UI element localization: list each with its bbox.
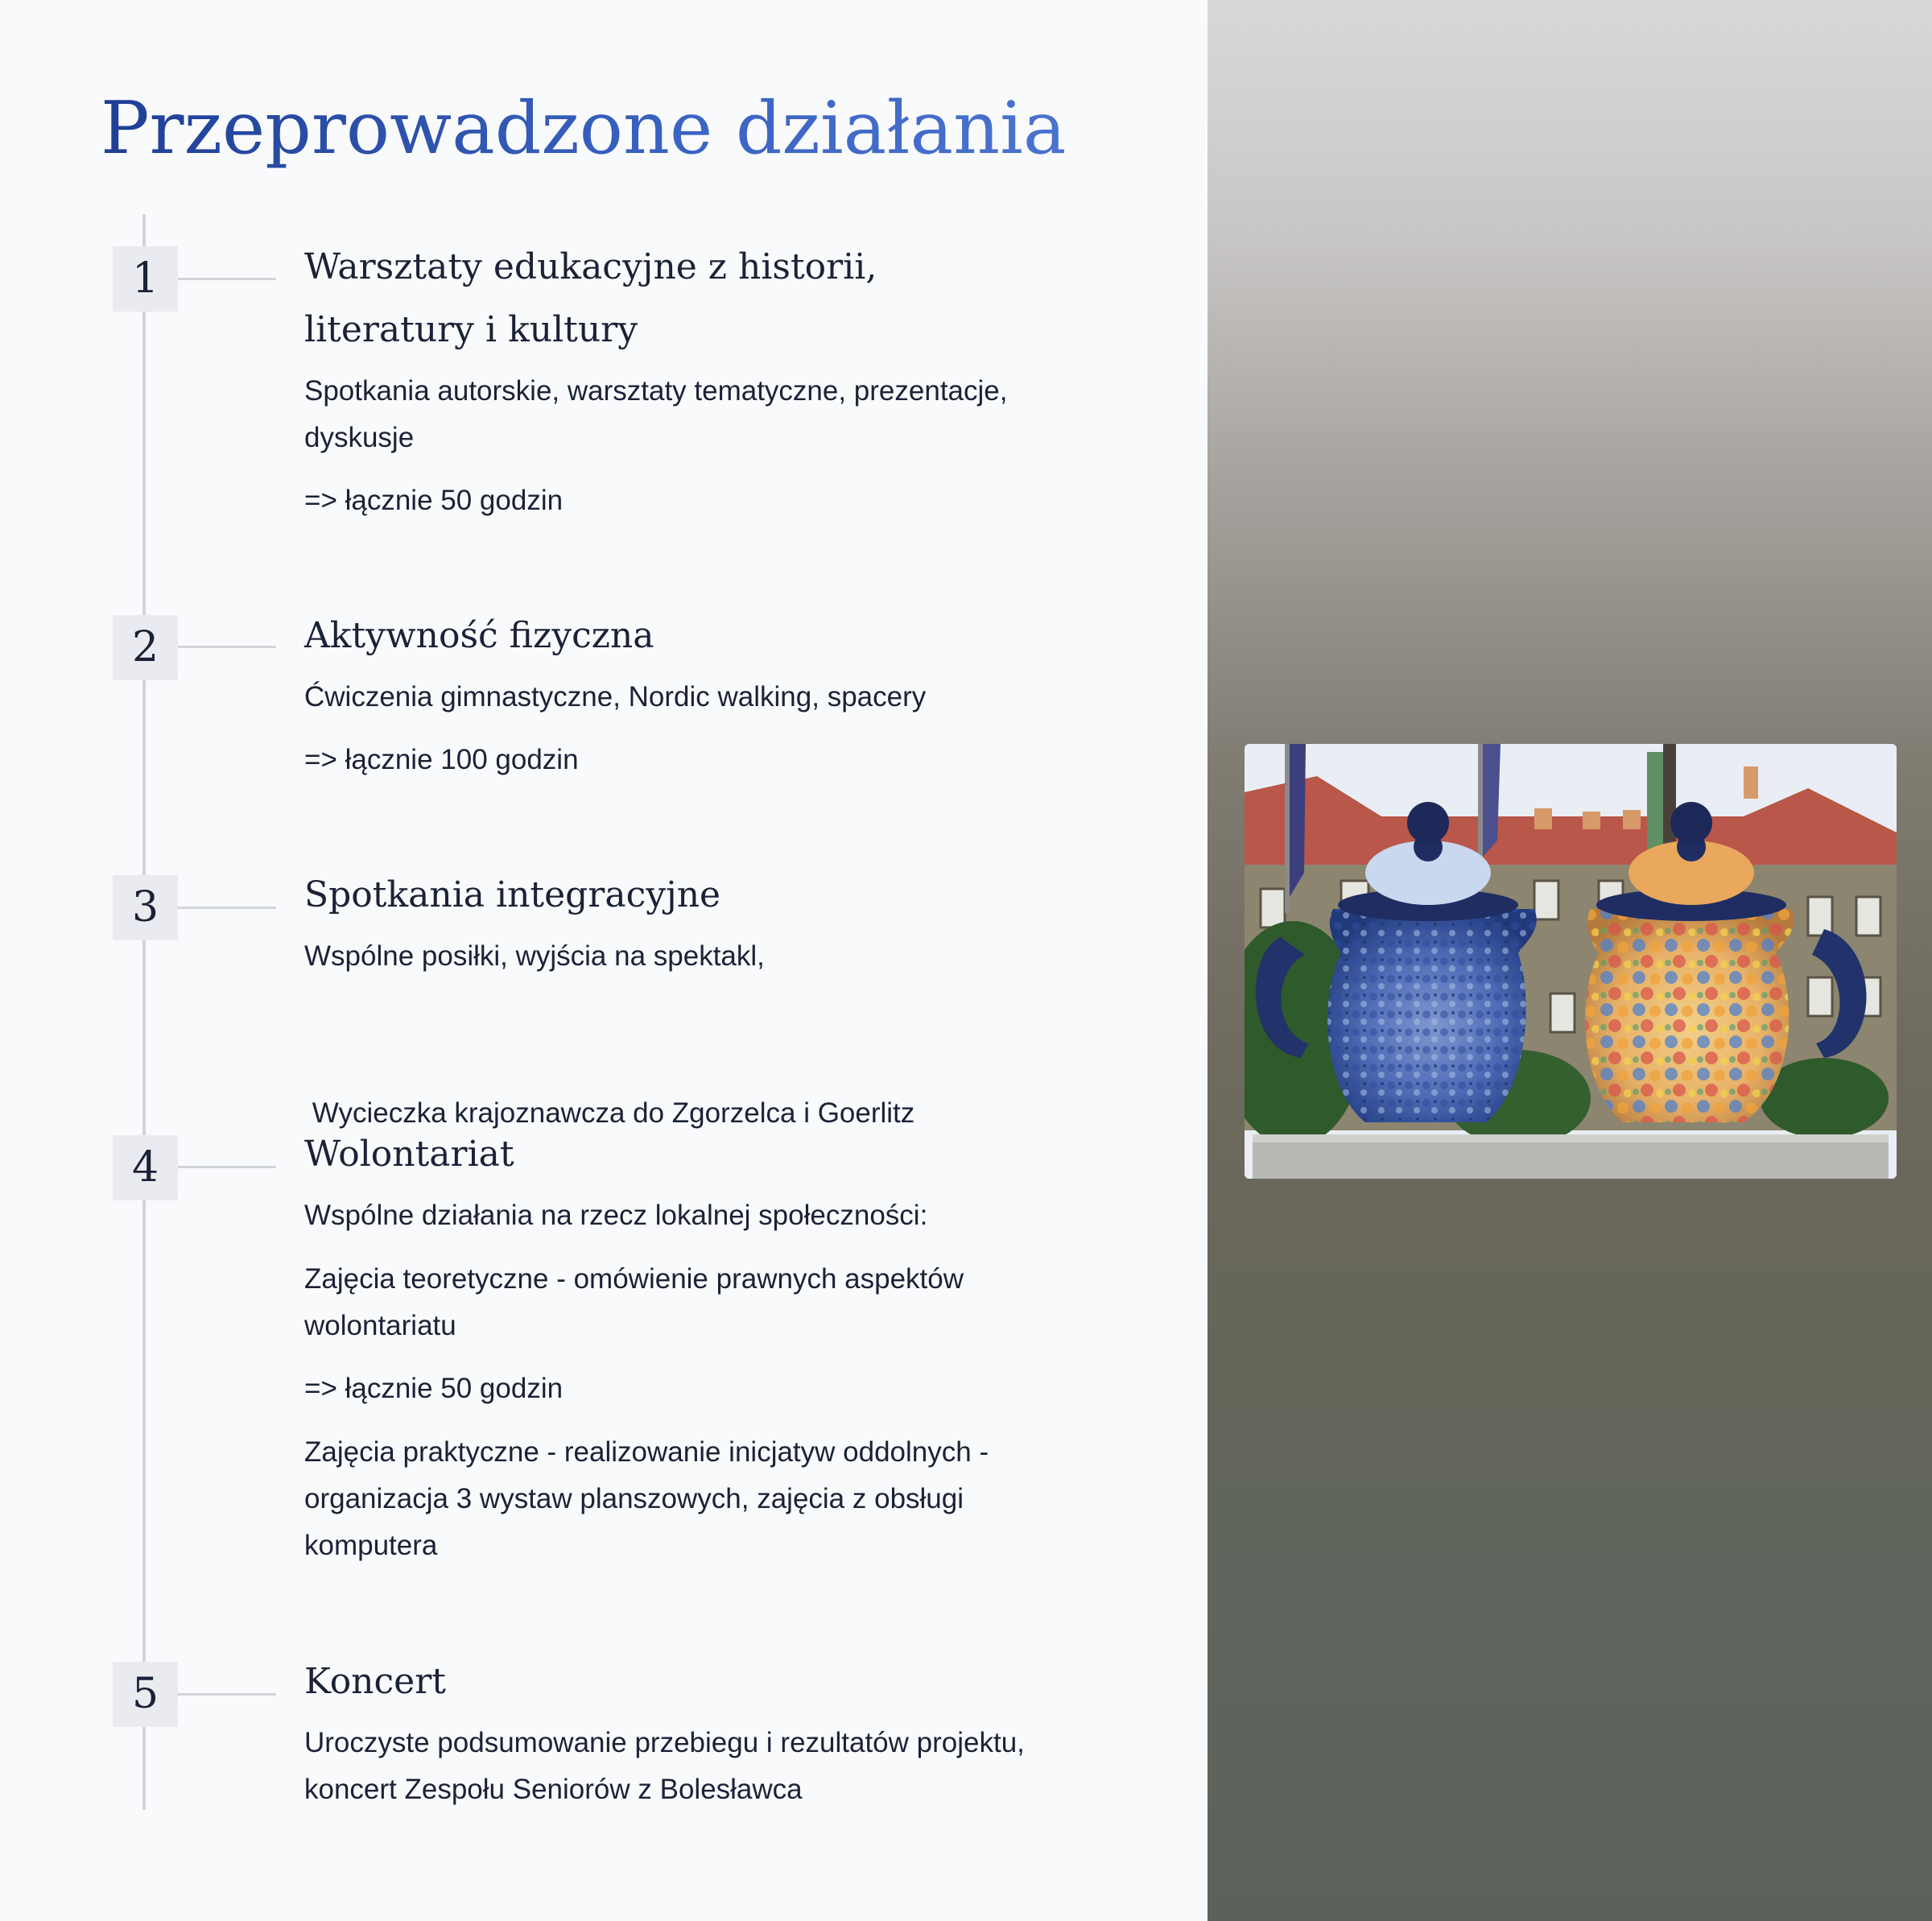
step-paragraph: [304, 933, 1061, 980]
step-paragraph: [304, 674, 1061, 721]
paragraph-line: Wycieczka krajoznawcza do Zgorzelca i Goerlitz: [304, 1097, 915, 1129]
step-paragraph: [304, 1720, 1061, 1813]
paragraph-line: komputera: [304, 1530, 438, 1561]
step-paragraph: [304, 477, 1061, 524]
step-paragraph: [304, 737, 1061, 783]
paragraph-line: => łącznie 50 godzin: [304, 485, 564, 516]
paragraph-line: Wspólne posiłki, wyjścia na spektakl,: [304, 940, 765, 972]
step-number: 2: [113, 615, 178, 680]
step-paragraph: [304, 1429, 1061, 1569]
paragraph-line: dyskusje: [304, 422, 415, 453]
step-title: [304, 605, 1109, 667]
step-title-line: literatury i kultury: [304, 309, 638, 350]
paragraph-line: => łącznie 100 godzin: [304, 744, 579, 775]
paragraph-line: organizacja 3 wystaw planszowych, zajęcia z obsługi: [304, 1483, 964, 1514]
paragraph-line: Ćwiczenia gimnastyczne, Nordic walking, spacery: [304, 681, 927, 713]
page-title: Przeprowadzone działania: [101, 81, 1067, 177]
paragraph-line: Zajęcia praktyczne - realizowanie inicjatyw oddolnych -: [304, 1436, 989, 1468]
step-number: 1: [113, 246, 178, 312]
step-paragraph: [304, 1365, 1061, 1412]
timeline-line: [142, 214, 146, 1810]
step-title-line: Wolontariat: [304, 1134, 514, 1175]
step-connector: [178, 646, 276, 648]
step-title-line: Warsztaty edukacyjne z historii,: [304, 246, 877, 287]
step-connector: [178, 1693, 276, 1696]
photo-ceramic-jugs: [1245, 744, 1897, 1179]
step-paragraph: [304, 368, 1061, 461]
paragraph-line: Uroczyste podsumowanie przebiegu i rezultatów projektu,: [304, 1727, 1025, 1758]
step-connector: [178, 907, 276, 909]
step-title-line: Spotkania integracyjne: [304, 874, 721, 915]
paragraph-line: Zajęcia teoretyczne - omówienie prawnych aspektów: [304, 1263, 964, 1295]
step-title: [304, 864, 1109, 927]
paragraph-line: Wspólne działania na rzecz lokalnej społeczności:: [304, 1200, 928, 1231]
step-title: [304, 236, 1109, 361]
step-title-line: Aktywność fizyczna: [304, 615, 654, 656]
step-title: [304, 1123, 1109, 1186]
paragraph-line: koncert Zespołu Seniorów z Bolesławca: [304, 1774, 803, 1805]
step-title: [304, 1650, 1109, 1713]
step-connector: [178, 1166, 276, 1168]
paragraph-line: Spotkania autorskie, warsztaty tematyczne, prezentacje,: [304, 375, 1008, 407]
step-number: 3: [113, 875, 178, 940]
step-number: 4: [113, 1135, 178, 1200]
step-number: 5: [113, 1662, 178, 1727]
step-paragraph: [304, 1192, 1061, 1239]
paragraph-line: wolontariatu: [304, 1310, 456, 1341]
step-connector: [178, 278, 276, 280]
step-paragraph: [304, 1256, 1061, 1349]
paragraph-line: => łącznie 50 godzin: [304, 1373, 564, 1404]
step-title-line: Koncert: [304, 1661, 446, 1702]
